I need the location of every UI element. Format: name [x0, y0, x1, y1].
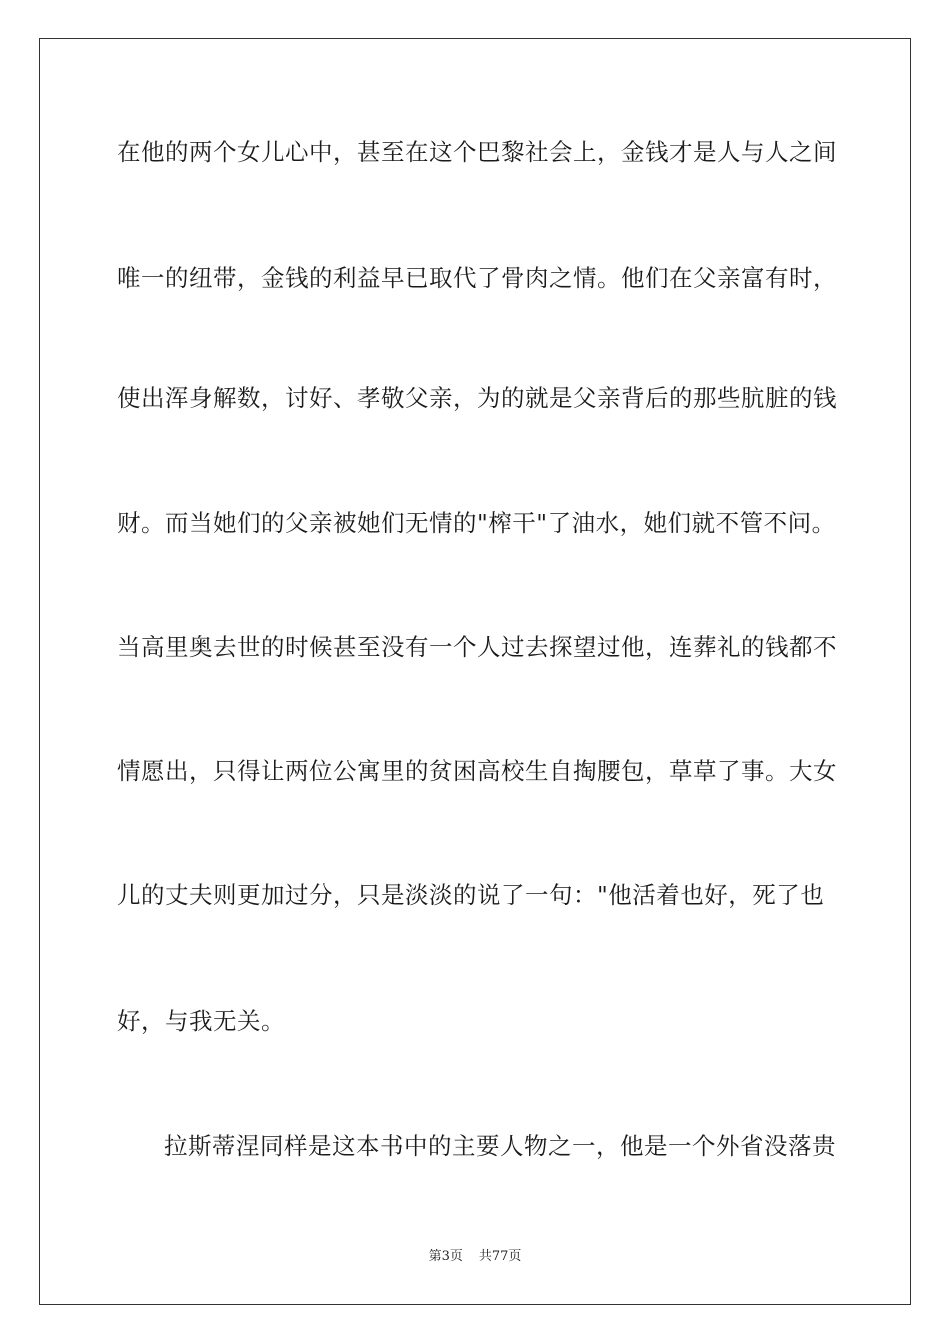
text-line-1: 在他的两个女儿心中，甚至在这个巴黎社会上，金钱才是人与人之间 — [117, 138, 837, 166]
text-line-6: 情愿出，只得让两位公寓里的贫困高校生自掏腰包，草草了事。大女 — [117, 757, 837, 785]
text-line-4: 财。而当她们的父亲被她们无情的"榨干"了油水，她们就不管不问。 — [117, 509, 836, 537]
total-pages: 共77页 — [478, 1249, 522, 1264]
text-line-3: 使出浑身解数，讨好、孝敬父亲，为的就是父亲背后的那些肮脏的钱 — [117, 384, 837, 412]
page-number: 第3页 — [428, 1249, 463, 1264]
text-line-2: 唯一的纽带，金钱的利益早已取代了骨肉之情。他们在父亲富有时， — [117, 264, 837, 292]
page-footer — [0, 1245, 950, 1264]
text-line-8: 好，与我无关。 — [117, 1007, 285, 1035]
text-line-5: 当高里奥去世的时候甚至没有一个人过去探望过他，连葬礼的钱都不 — [117, 633, 837, 661]
text-line-7: 儿的丈夫则更加过分，只是淡淡的说了一句："他活着也好，死了也 — [117, 881, 825, 909]
paragraph-start-line: 拉斯蒂涅同样是这本书中的主要人物之一，他是一个外省没落贵 — [164, 1132, 836, 1160]
page-border — [39, 38, 911, 1305]
